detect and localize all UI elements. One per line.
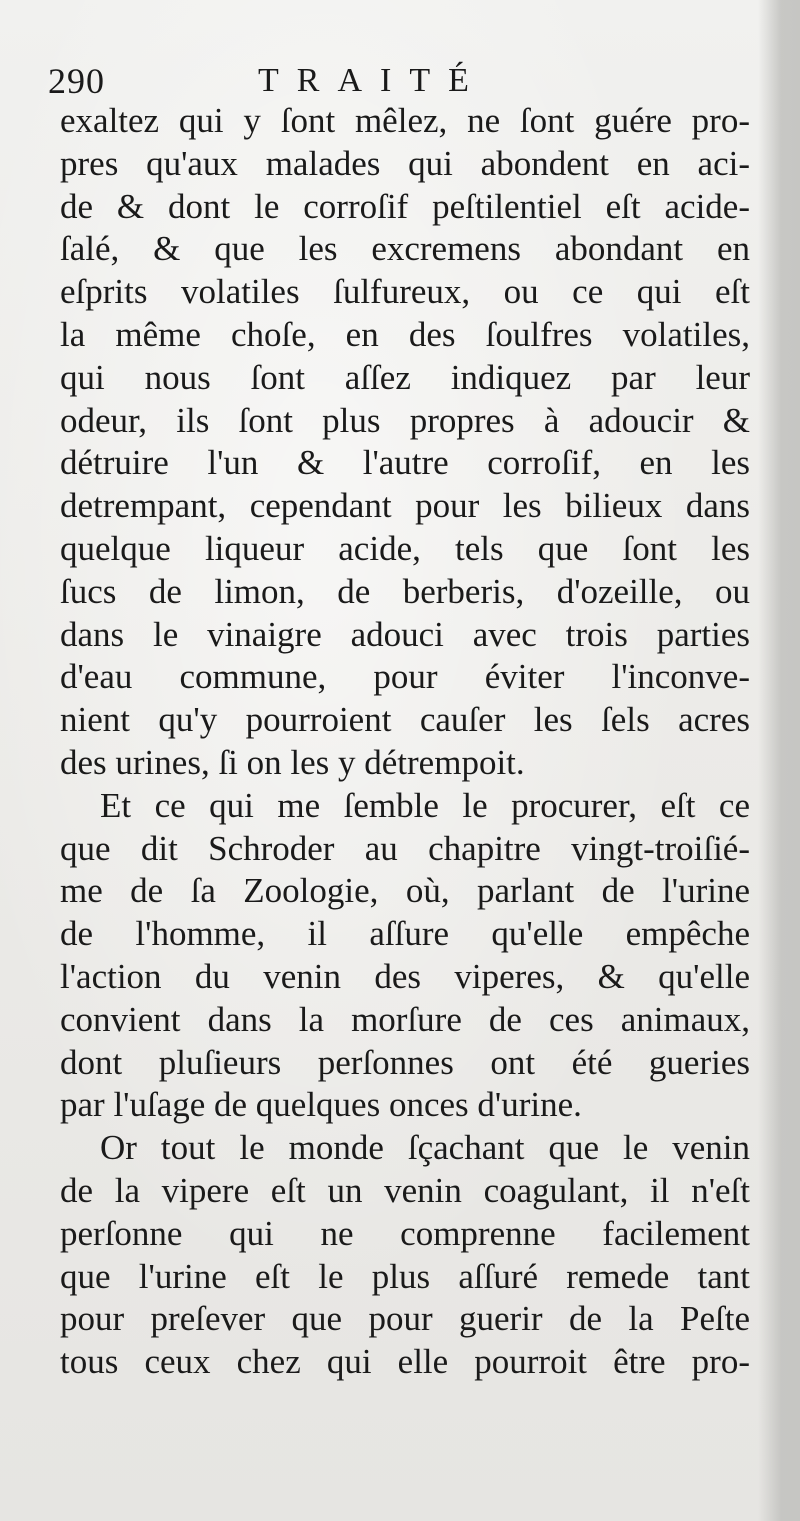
text-line: des urines, ſi on les y détrempoit. [60, 742, 525, 782]
text-line: détruire l'un & l'autre corroſif, en les [60, 443, 750, 483]
paragraph-start-line: Or tout le monde ſçachant que le venin [100, 1128, 750, 1168]
text-line: ſucs de limon, de berberis, d'ozeille, ou [60, 571, 750, 611]
text-line: d'eau commune, pour éviter l'inconve- [60, 657, 750, 697]
text-line: de l'homme, il aſſure qu'elle empêche [60, 914, 750, 954]
text-line: que dit Schroder au chapitre vingt-troiſié- [60, 828, 750, 868]
text-line: me de ſa Zoologie, où, parlant de l'urine [60, 871, 750, 911]
paragraph-start-line: Et ce qui me ſemble le procurer, eſt ce [100, 785, 750, 825]
text-line: pres qu'aux malades qui abondent en aci- [60, 143, 750, 183]
text-line: pour preſever que pour guerir de la Peſte [60, 1299, 750, 1339]
text-line: que l'urine eſt le plus aſſuré remede tant [60, 1256, 750, 1296]
page-number: 290 [48, 61, 105, 101]
text-line: de & dont le corroſif peſtilentiel eſt acide- [60, 186, 750, 226]
text-line: dans le vinaigre adouci avec trois parties [60, 614, 750, 654]
text-line: l'action du venin des viperes, & qu'elle [60, 956, 750, 996]
text-line: odeur, ils ſont plus propres à adoucir & [60, 400, 750, 440]
text-line: eſprits volatiles ſulfureux, ou ce qui eſt [60, 272, 750, 312]
text-line: detrempant, cependant pour les bilieux dans [60, 486, 750, 526]
running-head [48, 58, 748, 104]
text-line: quelque liqueur acide, tels que ſont les [60, 528, 750, 568]
text-line: exaltez qui y ſont mêlez, ne ſont guére pro- [60, 101, 750, 140]
text-line: qui nous ſont aſſez indiquez par leur [60, 357, 750, 397]
running-title: TRAITÉ [258, 62, 487, 99]
text-line: tous ceux chez qui elle pourroit être pro- [60, 1342, 750, 1382]
text-line: ſalé, & que les excremens abondant en [60, 229, 750, 269]
text-line: dont pluſieurs perſonnes ont été gueries [60, 1042, 750, 1082]
text-line: nient qu'y pourroient cauſer les ſels acres [60, 700, 750, 740]
text-line: de la vipere eſt un venin coagulant, il n'eſt [60, 1170, 750, 1210]
text-line: convient dans la morſure de ces animaux, [60, 999, 750, 1039]
text-line: par l'uſage de quelques onces d'urine. [60, 1085, 582, 1125]
body-text [60, 100, 750, 1384]
page-edge-shadow [758, 0, 800, 1521]
text-line: la même choſe, en des ſoulfres volatiles, [60, 314, 750, 354]
text-line: perſonne qui ne comprenne facilement [60, 1213, 750, 1253]
